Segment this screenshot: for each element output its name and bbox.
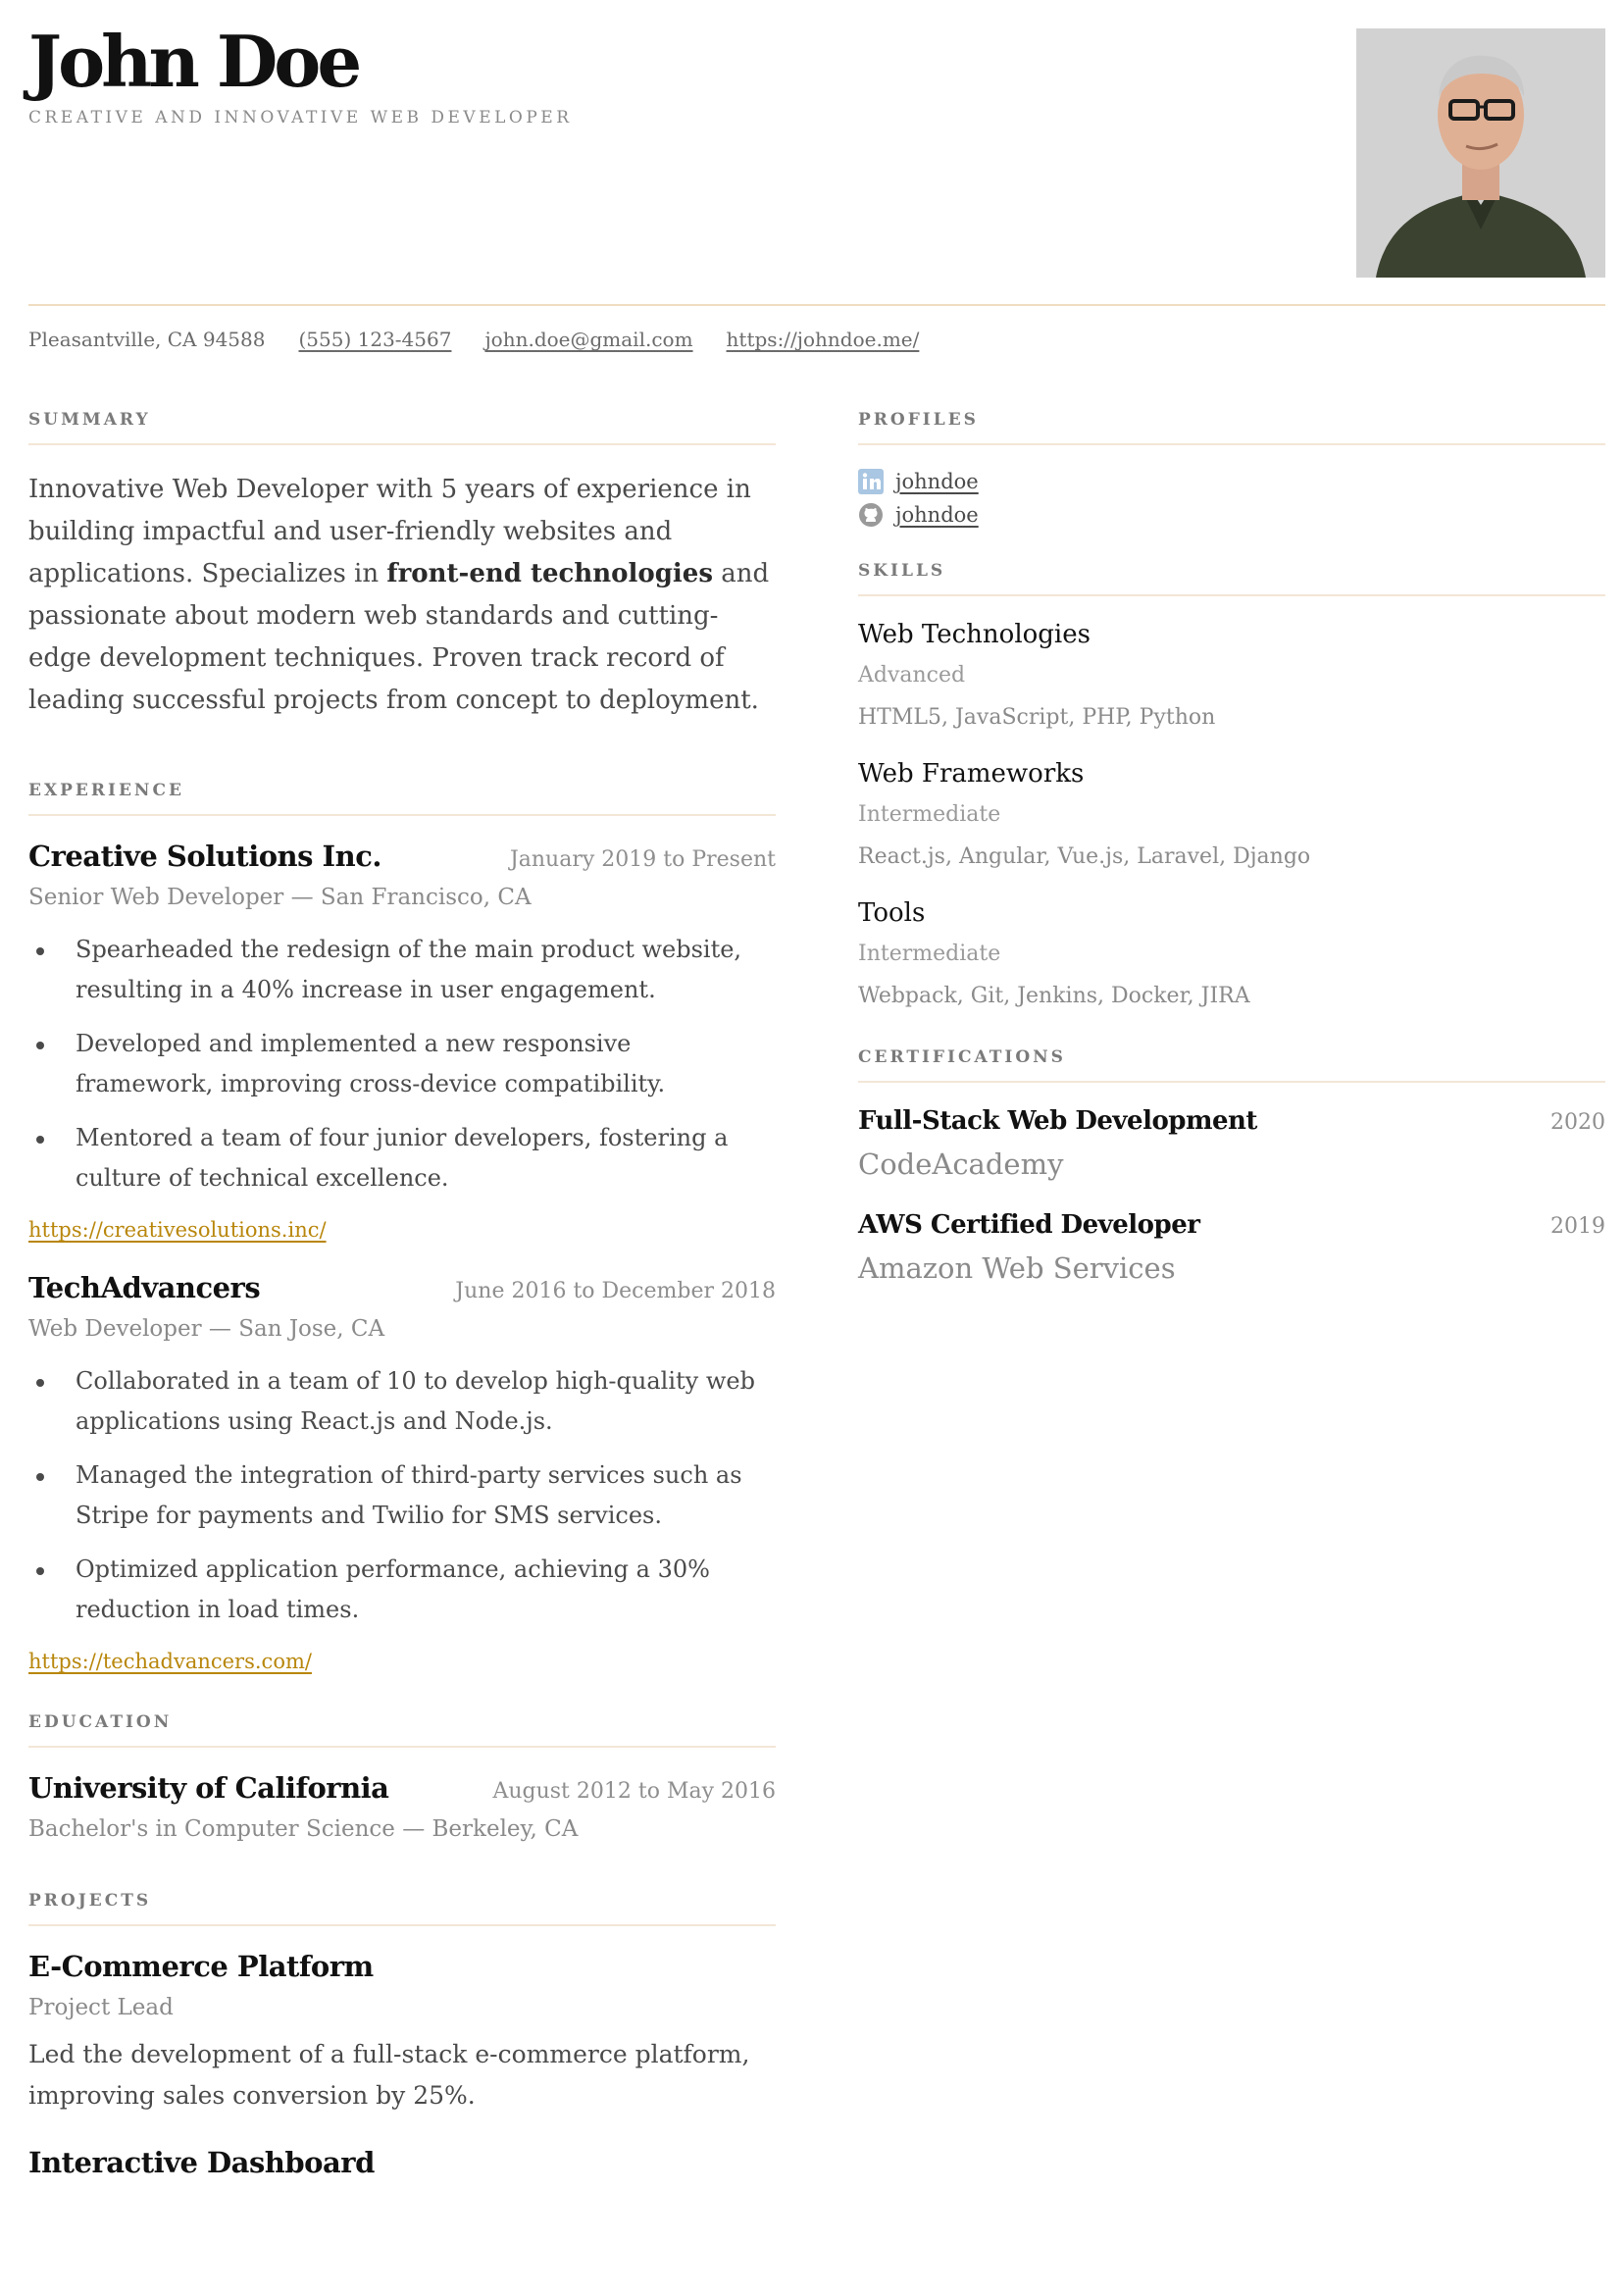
project-item: [28, 1950, 776, 2116]
experience-heading: EXPERIENCE: [28, 781, 776, 816]
candidate-name: John Doe: [28, 20, 359, 103]
contact-bar: [28, 328, 919, 351]
github-icon: [858, 502, 884, 528]
contact-website-link[interactable]: https://johndoe.me/: [726, 328, 920, 351]
certifications-section: [858, 1047, 1605, 1285]
project-description: Led the development of a full-stack e-commerce platform, improving sales conversion by 25%.: [28, 2040, 750, 2110]
summary-section: [28, 410, 776, 722]
profile-username: johndoe: [895, 503, 979, 527]
linkedin-icon: [858, 469, 884, 494]
skill-level: Advanced: [858, 663, 966, 688]
education-date: August 2012 to May 2016: [492, 1779, 776, 1804]
education-degree: Bachelor's in Computer Science — Berkeley, CA: [28, 1816, 579, 1842]
resume-header: [28, 0, 1605, 306]
skill-keywords: React.js, Angular, Vue.js, Laravel, Django: [858, 844, 1311, 869]
summary-heading: SUMMARY: [28, 410, 776, 445]
experience-highlight: Mentored a team of four junior developers, fostering a culture of technical excellence.: [28, 1118, 776, 1198]
certification-year: 2020: [1550, 1110, 1605, 1135]
sidebar-column: [858, 410, 1605, 1314]
experience-company-link[interactable]: https://techadvancers.com/: [28, 1650, 312, 1673]
summary-highlight: front-end technologies: [386, 559, 713, 588]
education-institution: University of California: [28, 1771, 389, 1805]
contact-phone-link[interactable]: (555) 123-4567: [298, 328, 452, 351]
experience-highlight: Optimized application performance, achieving a 30% reduction in load times.: [28, 1550, 776, 1630]
skill-item: [858, 898, 1605, 1008]
profiles-section: [858, 410, 1605, 528]
projects-heading: PROJECTS: [28, 1891, 776, 1926]
education-heading: EDUCATION: [28, 1712, 776, 1748]
main-column: [28, 410, 776, 2209]
project-name: E-Commerce Platform: [28, 1950, 374, 1983]
experience-highlights: [28, 930, 776, 1198]
skill-keywords: Webpack, Git, Jenkins, Docker, JIRA: [858, 984, 1250, 1008]
experience-company-link[interactable]: https://creativesolutions.inc/: [28, 1218, 327, 1242]
contact-location: Pleasantville, CA 94588: [28, 328, 266, 351]
certifications-heading: CERTIFICATIONS: [858, 1047, 1605, 1083]
certification-name: AWS Certified Developer: [858, 1210, 1200, 1240]
skill-level: Intermediate: [858, 942, 1001, 966]
summary-text: Innovative Web Developer with 5 years of experience in building impactful and user-friendly websites and applications. Specializes in front-end technologies and passionate about modern web standards and cutting-edge development techniques. Proven track record of leading successful projects from concept to deployment.: [28, 475, 770, 715]
profile-photo: [1356, 28, 1605, 278]
experience-company: TechAdvancers: [28, 1271, 261, 1304]
certification-item: [858, 1106, 1605, 1181]
experience-position: Senior Web Developer — San Francisco, CA: [28, 885, 532, 910]
experience-highlight: Managed the integration of third-party services such as Stripe for payments and Twilio for SMS services.: [28, 1455, 776, 1536]
profile-photo-image: [1356, 28, 1605, 278]
skill-keywords: HTML5, JavaScript, PHP, Python: [858, 705, 1216, 730]
certification-issuer: Amazon Web Services: [858, 1251, 1176, 1285]
projects-section: [28, 1891, 776, 2179]
profiles-heading: PROFILES: [858, 410, 1605, 445]
experience-date: June 2016 to December 2018: [455, 1279, 776, 1303]
experience-highlights: [28, 1361, 776, 1630]
certification-year: 2019: [1550, 1214, 1605, 1239]
contact-email-link[interactable]: john.doe@gmail.com: [484, 328, 693, 351]
profile-username: johndoe: [895, 470, 979, 493]
experience-highlight: Developed and implemented a new responsive framework, improving cross-device compatibility.: [28, 1024, 776, 1104]
candidate-headline: CREATIVE AND INNOVATIVE WEB DEVELOPER: [28, 108, 573, 127]
certification-item: [858, 1210, 1605, 1285]
experience-item: [28, 1271, 776, 1673]
skills-heading: SKILLS: [858, 561, 1605, 596]
experience-section: [28, 781, 776, 1673]
experience-date: January 2019 to Present: [509, 847, 776, 872]
experience-position: Web Developer — San Jose, CA: [28, 1316, 385, 1342]
experience-highlight: Collaborated in a team of 10 to develop high-quality web applications using React.js and Node.js.: [28, 1361, 776, 1442]
experience-highlight: Spearheaded the redesign of the main product website, resulting in a 40% increase in user engagement.: [28, 930, 776, 1010]
skill-name: Web Frameworks: [858, 759, 1085, 789]
profile-linkedin[interactable]: [858, 469, 1605, 494]
project-item: [28, 2146, 776, 2179]
skill-name: Web Technologies: [858, 620, 1091, 649]
skill-name: Tools: [858, 898, 926, 928]
skills-section: [858, 561, 1605, 1008]
experience-company: Creative Solutions Inc.: [28, 840, 381, 873]
certification-issuer: CodeAcademy: [858, 1147, 1064, 1181]
skill-item: [858, 620, 1605, 730]
education-section: [28, 1712, 776, 1842]
education-item: [28, 1771, 776, 1842]
profile-github[interactable]: [858, 502, 1605, 528]
certification-name: Full-Stack Web Development: [858, 1106, 1257, 1136]
experience-item: [28, 840, 776, 1242]
project-role: Project Lead: [28, 1995, 174, 2020]
project-name: Interactive Dashboard: [28, 2146, 375, 2179]
skill-level: Intermediate: [858, 802, 1001, 827]
skill-item: [858, 759, 1605, 869]
